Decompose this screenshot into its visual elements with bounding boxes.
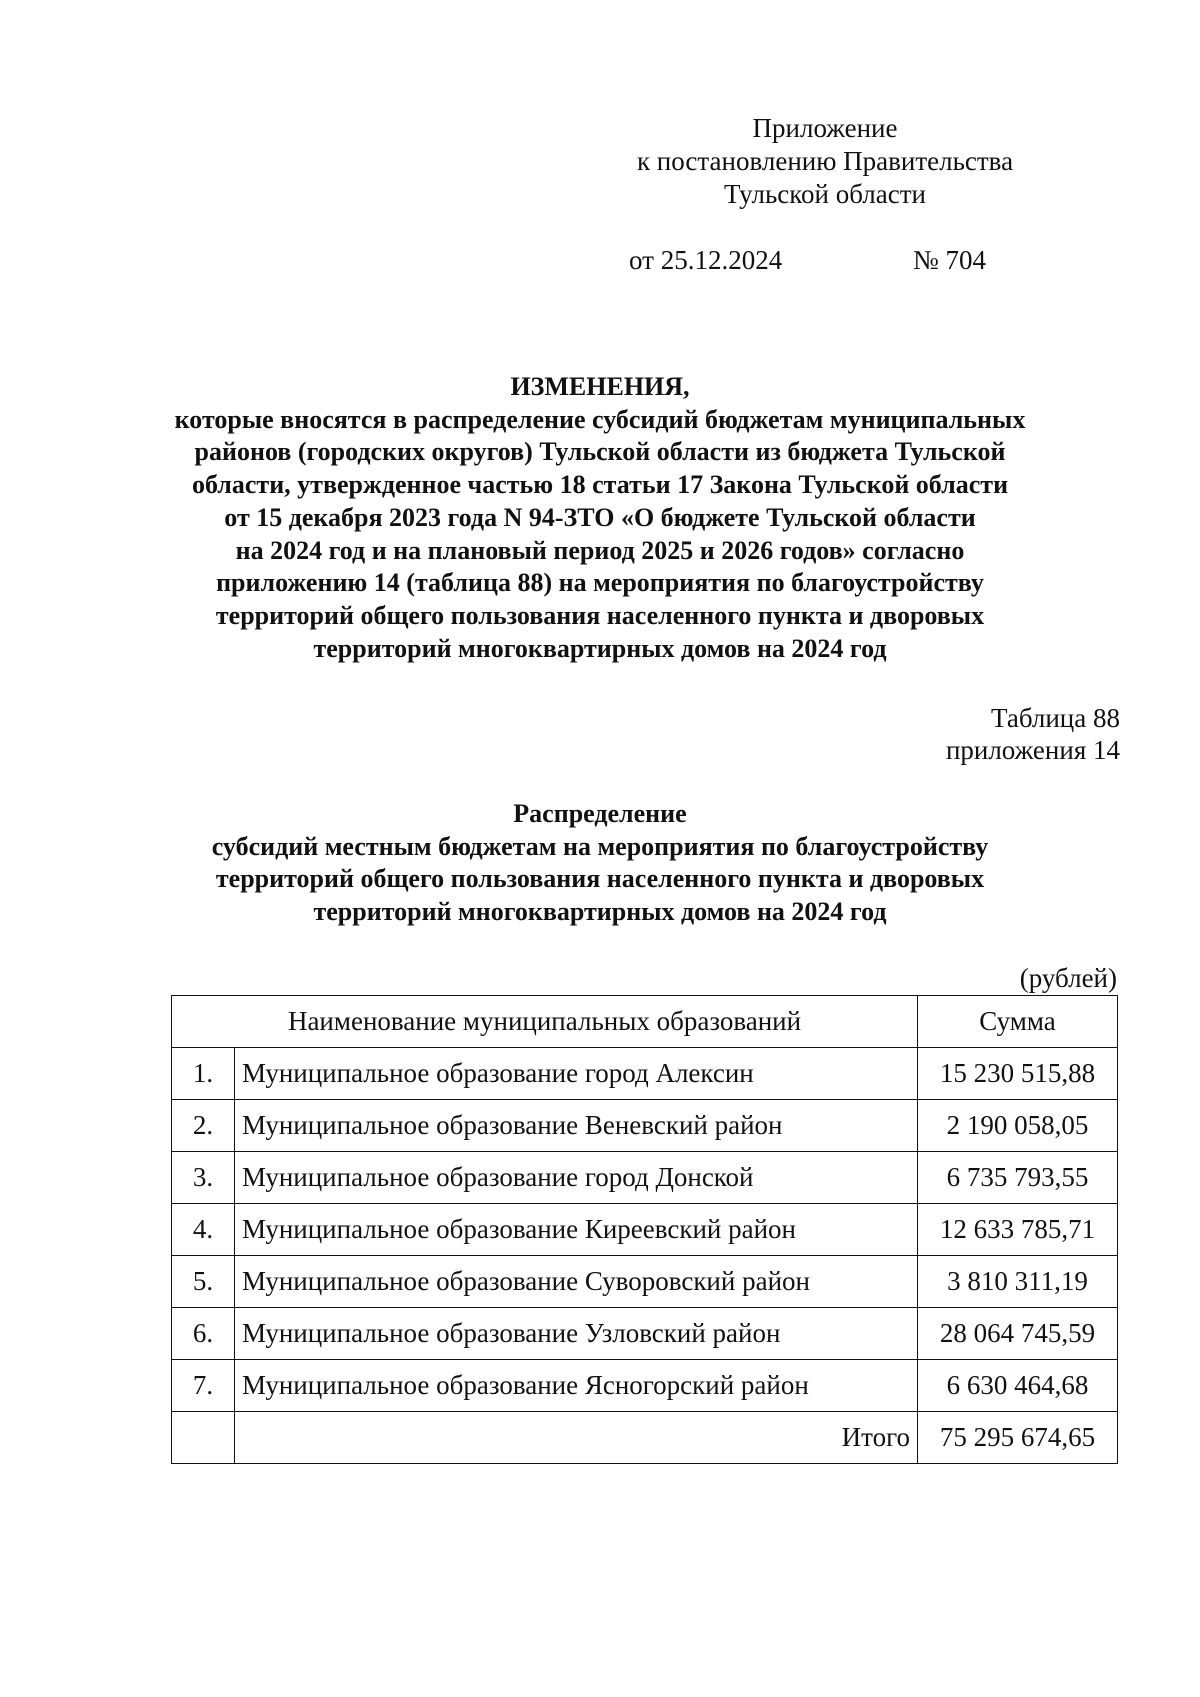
empty-cell (172, 1412, 235, 1464)
table-row (172, 1100, 1118, 1152)
total-row (172, 1412, 1118, 1464)
subsidy-amount: 6 735 793,55 (918, 1152, 1118, 1204)
table-number: Таблица 88 (991, 703, 1120, 733)
municipality-name: Муниципальное образование Веневский район (235, 1100, 918, 1152)
subsidy-amount: 28 064 745,59 (918, 1308, 1118, 1360)
subsidy-amount: 3 810 311,19 (918, 1256, 1118, 1308)
heading-line: территорий общего пользования населенного пункта и дворовых (215, 600, 985, 630)
header-name: Наименование муниципальных образований (172, 996, 918, 1048)
municipality-name: Муниципальное образование Ясногорский район (235, 1360, 918, 1412)
changes-heading (140, 371, 1060, 665)
row-number: 6. (172, 1308, 235, 1360)
distribution-table (171, 995, 1118, 1464)
subsidy-amount: 15 230 515,88 (918, 1048, 1118, 1100)
heading-line: на 2024 год и на плановый период 2025 и 2026 годов» согласно (235, 535, 965, 565)
header-amount: Сумма (918, 996, 1118, 1048)
heading-line: от 15 декабря 2023 года N 94-ЗТО «О бюджете Тульской области (224, 502, 976, 532)
table-row (172, 1204, 1118, 1256)
heading-line: территорий общего пользования населенного пункта и дворовых (215, 864, 985, 894)
resolution-date: от 25.12.2024 (629, 245, 783, 275)
municipality-name: Муниципальное образование Узловский район (235, 1308, 918, 1360)
table-row (172, 1256, 1118, 1308)
appendix-number: приложения 14 (945, 735, 1120, 765)
heading-line: территорий многоквартирных домов на 2024 год (313, 633, 887, 663)
municipality-name: Муниципальное образование Суворовский район (235, 1256, 918, 1308)
row-number: 7. (172, 1360, 235, 1412)
row-number: 5. (172, 1256, 235, 1308)
row-number: 1. (172, 1048, 235, 1100)
heading-line: территорий многоквартирных домов на 2024 год (313, 897, 887, 927)
row-number: 4. (172, 1204, 235, 1256)
annex-region: Тульской области (724, 179, 926, 209)
total-label: Итого (235, 1412, 918, 1464)
table-row (172, 1048, 1118, 1100)
table-row (172, 1152, 1118, 1204)
municipality-name: Муниципальное образование город Алексин (235, 1048, 918, 1100)
distribution-heading (140, 798, 1060, 929)
heading-line: которые вносятся в распределение субсидий бюджетам муниципальных (174, 404, 1026, 434)
heading-line: районов (городских округов) Тульской области из бюджета Тульской (194, 437, 1006, 467)
table-row (172, 1308, 1118, 1360)
table-reference (946, 702, 1120, 766)
heading-line: области, утвержденное частью 18 статьи 17 Закона Тульской области (191, 470, 1009, 500)
heading-line: субсидий местным бюджетам на мероприятия по благоустройству (211, 831, 989, 861)
annex-block (520, 112, 1130, 211)
heading-line: ИЗМЕНЕНИЯ, (510, 372, 690, 401)
heading-line: приложению 14 (таблица 88) на мероприятия по благоустройству (216, 568, 984, 598)
municipality-name: Муниципальное образование Киреевский район (235, 1204, 918, 1256)
subsidy-amount: 2 190 058,05 (918, 1100, 1118, 1152)
units-label: (рублей) (1019, 963, 1117, 993)
subsidy-amount: 6 630 464,68 (918, 1360, 1118, 1412)
municipality-name: Муниципальное образование город Донской (235, 1152, 918, 1204)
row-number: 2. (172, 1100, 235, 1152)
subsidy-amount: 12 633 785,71 (918, 1204, 1118, 1256)
table-header-row (172, 996, 1118, 1048)
row-number: 3. (172, 1152, 235, 1204)
annex-resolution: к постановлению Правительства (636, 146, 1014, 176)
resolution-number: № 704 (913, 245, 987, 275)
annex-title: Приложение (752, 113, 898, 143)
table-row (172, 1360, 1118, 1412)
total-amount: 75 295 674,65 (918, 1412, 1118, 1464)
heading-line: Распределение (513, 799, 687, 828)
